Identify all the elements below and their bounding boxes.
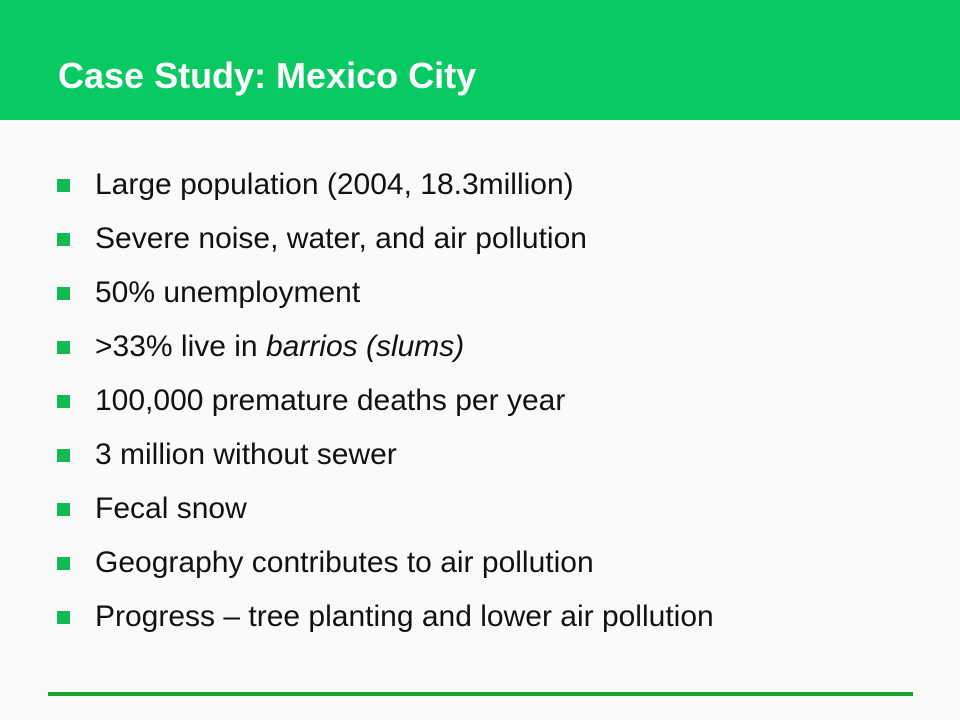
bullet-text: 50% unemployment (95, 276, 361, 309)
square-bullet-icon (57, 287, 70, 300)
bullet-text: Large population (2004, 18.3million) (95, 168, 574, 201)
bullet-item (57, 320, 714, 374)
square-bullet-icon (57, 557, 70, 570)
footer-rule (48, 692, 913, 696)
square-bullet-icon (57, 341, 70, 354)
bullet-text: Geography contributes to air pollution (95, 546, 594, 579)
title-band (0, 0, 960, 120)
bullet-text-prefix: >33% live in (95, 330, 266, 363)
square-bullet-icon (57, 611, 70, 624)
bullet-text-italic: barrios (slums) (265, 330, 465, 363)
bullet-text-mixed (95, 332, 464, 362)
square-bullet-icon (57, 503, 70, 516)
bullet-item (57, 374, 714, 428)
bullet-list (57, 158, 714, 644)
slide-title: Case Study: Mexico City (58, 55, 477, 96)
bullet-item (57, 536, 714, 590)
bullet-text: Progress – tree planting and lower air pollution (95, 600, 714, 633)
square-bullet-icon (57, 233, 70, 246)
bullet-text: 3 million without sewer (95, 438, 397, 471)
bullet-item (57, 158, 714, 212)
bullet-item (57, 266, 714, 320)
bullet-item (57, 590, 714, 644)
square-bullet-icon (57, 395, 70, 408)
bullet-item (57, 428, 714, 482)
bullet-text: Fecal snow (95, 492, 247, 525)
bullet-text: 100,000 premature deaths per year (95, 384, 566, 417)
square-bullet-icon (57, 179, 70, 192)
square-bullet-icon (57, 449, 70, 462)
bullet-text: Severe noise, water, and air pollution (95, 222, 587, 255)
bullet-item (57, 482, 714, 536)
bullet-item (57, 212, 714, 266)
